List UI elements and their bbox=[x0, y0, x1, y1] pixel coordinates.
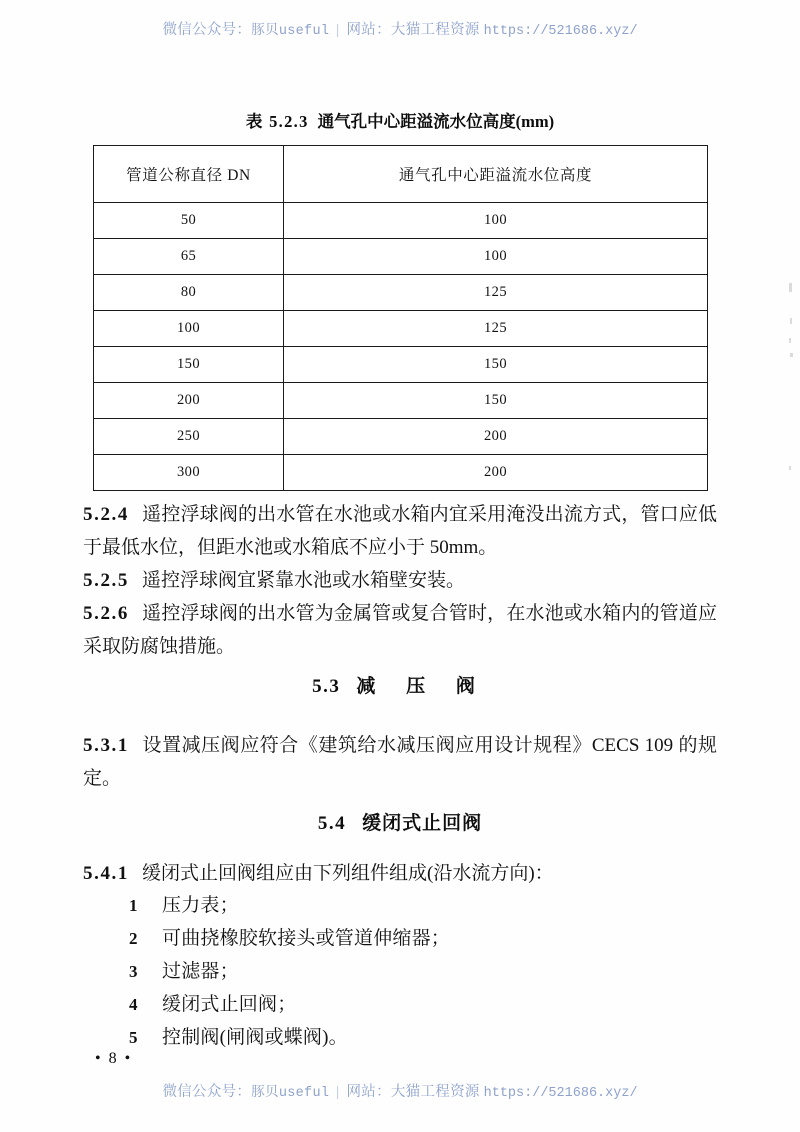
watermark-wechat-label: 微信公众号： bbox=[162, 22, 252, 38]
watermark-wechat-value: 豚贝useful bbox=[251, 1086, 330, 1101]
cell-height: 200 bbox=[284, 419, 708, 455]
table-row bbox=[94, 347, 708, 383]
clause-5-4-1 bbox=[83, 857, 717, 890]
scan-artifact bbox=[790, 353, 793, 357]
table-caption-number: 表 5.2.3 bbox=[245, 112, 309, 131]
watermark-url: https://521686.xyz/ bbox=[483, 24, 638, 39]
clause-text: 遥控浮球阀的出水管在水池或水箱内宜采用淹没出流方式，管口应低于最低水位，但距水池或水箱底不应小于 50mm。 bbox=[83, 504, 717, 558]
list-item-label: 压力表； bbox=[162, 895, 239, 916]
watermark-url: https://521686.xyz/ bbox=[483, 1086, 638, 1101]
watermark-separator: | bbox=[336, 22, 340, 38]
watermark-top bbox=[0, 18, 800, 39]
watermark-site-label: 网站： bbox=[346, 1084, 391, 1100]
cell-dn: 80 bbox=[94, 275, 284, 311]
scan-artifact bbox=[790, 318, 792, 324]
list-item-number: 2 bbox=[129, 929, 138, 948]
cell-dn: 300 bbox=[94, 455, 284, 491]
cell-dn: 150 bbox=[94, 347, 284, 383]
watermark-site-value: 大猫工程资源 bbox=[390, 1084, 480, 1100]
section-title: 缓闭式止回阀 bbox=[362, 813, 483, 834]
cell-height: 150 bbox=[284, 383, 708, 419]
list-item bbox=[83, 923, 717, 956]
cell-height: 125 bbox=[284, 275, 708, 311]
page-number: • 8 • bbox=[95, 1050, 133, 1067]
list-item-label: 控制阀(闸阀或蝶阀)。 bbox=[162, 1027, 348, 1048]
cell-dn: 65 bbox=[94, 239, 284, 275]
clause-number: 5.3.1 bbox=[83, 735, 129, 756]
clause-number: 5.2.5 bbox=[83, 570, 129, 591]
cell-height: 200 bbox=[284, 455, 708, 491]
list-item-label: 过滤器； bbox=[162, 961, 239, 982]
list-item-number: 5 bbox=[129, 1028, 138, 1047]
list-item bbox=[83, 956, 717, 989]
clause-text: 缓闭式止回阀组应由下列组件组成(沿水流方向)： bbox=[142, 863, 554, 884]
section-number: 5.4 bbox=[317, 813, 347, 834]
table-caption-title: 通气孔中心距溢流水位高度(mm) bbox=[317, 112, 555, 131]
list-item-number: 4 bbox=[129, 995, 138, 1014]
section-number: 5.3 bbox=[312, 676, 341, 697]
table-header-dn: 管道公称直径 DN bbox=[94, 146, 284, 203]
clause-text: 设置减压阀应符合《建筑给水减压阀应用设计规程》CECS 109 的规定。 bbox=[83, 735, 717, 789]
cell-dn: 100 bbox=[94, 311, 284, 347]
clause-5-2-6 bbox=[83, 597, 717, 663]
clause-5-3-1 bbox=[83, 729, 717, 795]
cell-height: 150 bbox=[284, 347, 708, 383]
table-row bbox=[94, 455, 708, 491]
section-heading-5-3 bbox=[0, 671, 800, 698]
scan-artifact bbox=[789, 283, 792, 292]
table-header-height: 通气孔中心距溢流水位高度 bbox=[284, 146, 708, 203]
watermark-site-label: 网站： bbox=[346, 22, 391, 38]
watermark-site-value: 大猫工程资源 bbox=[390, 22, 480, 38]
watermark-wechat-label: 微信公众号： bbox=[162, 1084, 252, 1100]
clause-5-2-5 bbox=[83, 564, 717, 597]
scan-artifact bbox=[789, 466, 791, 470]
list-item-number: 1 bbox=[129, 896, 138, 915]
watermark-separator: | bbox=[336, 1084, 340, 1100]
clause-text: 遥控浮球阀的出水管为金属管或复合管时，在水池或水箱内的管道应采取防腐蚀措施。 bbox=[83, 603, 717, 657]
list-item-label: 缓闭式止回阀； bbox=[162, 994, 297, 1015]
table-row bbox=[94, 383, 708, 419]
table-row bbox=[94, 419, 708, 455]
scan-artifact bbox=[789, 338, 791, 343]
cell-dn: 50 bbox=[94, 203, 284, 239]
clause-number: 5.2.4 bbox=[83, 504, 129, 525]
component-list bbox=[83, 890, 717, 1055]
table-caption bbox=[0, 108, 800, 132]
clause-number: 5.2.6 bbox=[83, 603, 129, 624]
cell-dn: 200 bbox=[94, 383, 284, 419]
table-row bbox=[94, 239, 708, 275]
section-heading-5-4 bbox=[0, 808, 800, 835]
table-header-row bbox=[94, 146, 708, 203]
list-item bbox=[83, 1022, 717, 1055]
list-item-label: 可曲挠橡胶软接头或管道伸缩器； bbox=[162, 928, 451, 949]
table-row bbox=[94, 203, 708, 239]
list-item bbox=[83, 890, 717, 923]
clause-text: 遥控浮球阀宜紧靠水池或水箱壁安装。 bbox=[142, 570, 466, 591]
cell-dn: 250 bbox=[94, 419, 284, 455]
section-title: 减 压 阀 bbox=[356, 676, 488, 697]
list-item-number: 3 bbox=[129, 962, 138, 981]
clause-number: 5.4.1 bbox=[83, 863, 129, 884]
cell-height: 125 bbox=[284, 311, 708, 347]
table-row bbox=[94, 311, 708, 347]
list-item bbox=[83, 989, 717, 1022]
watermark-wechat-value: 豚贝useful bbox=[251, 24, 330, 39]
watermark-bottom bbox=[0, 1080, 800, 1101]
cell-height: 100 bbox=[284, 203, 708, 239]
table-row bbox=[94, 275, 708, 311]
vent-hole-height-table bbox=[93, 145, 708, 491]
cell-height: 100 bbox=[284, 239, 708, 275]
clause-5-2-4 bbox=[83, 498, 717, 564]
